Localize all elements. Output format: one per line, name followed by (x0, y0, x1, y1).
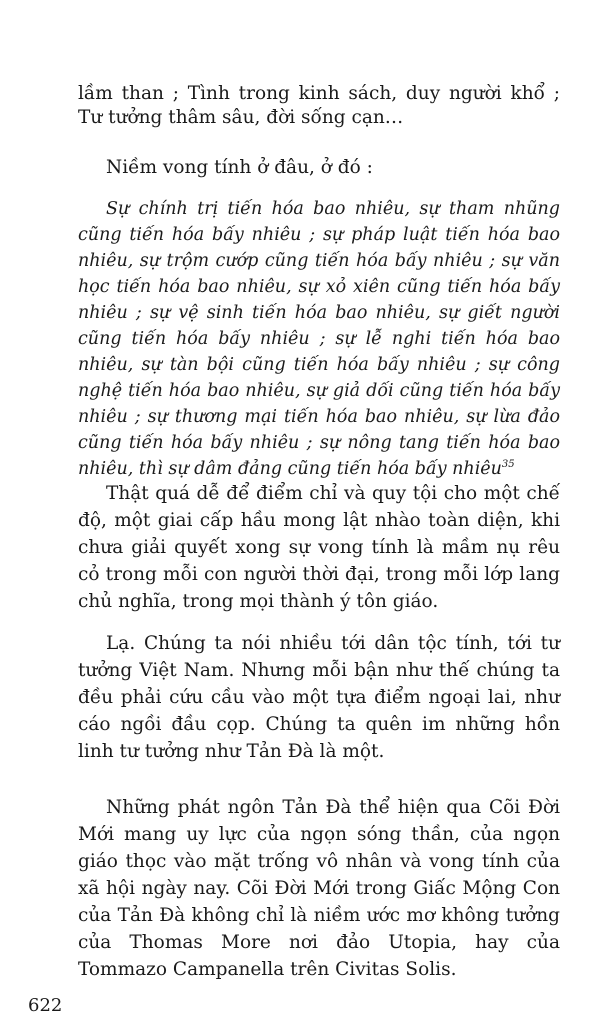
quote-block (78, 196, 560, 482)
footnote-marker: 35 (501, 459, 515, 471)
paragraph-body-2: Lạ. Chúng ta nói nhiều tới dân tộc tính, tới tư tưởng Việt Nam. Nhưng mỗi bận như thế chúng ta đều phải cứu cầu vào một tựa điểm ngoại lai, như cáo ngồi đầu cọp. Chúng ta quên im những hồn linh tư tưởng như Tản Đà là một. (78, 633, 560, 762)
page-number: 622 (28, 995, 63, 1016)
paragraph-intro-quote: Niềm vong tính ở đâu, ở đó : (106, 157, 373, 178)
quote-text: Sự chính trị tiến hóa bao nhiêu, sự tham nhũng cũng tiến hóa bấy nhiêu ; sự pháp luật tiến hóa bao nhiêu, sự trộm cướp cũng tiến hóa bấy nhiêu ; sự văn học tiến hóa bao nhiêu, sự xỏ xiên cũng tiến hóa bấy nhiêu ; sự vệ sinh tiến hóa bao nhiêu, sự giết người cũng tiến hóa bấy nhiêu ; sự lễ nghi tiến hóa bao nhiêu, sự tàn bội cũng tiến hóa bấy nhiêu ; sự công nghệ tiến hóa bao nhiêu, sự giả dối cũng tiến hóa bấy nhiêu ; sự thương mại tiến hóa bao nhiêu, sự lừa đảo cũng tiến hóa bấy nhiêu ; sự nông tang tiến hóa bao nhiêu, thì sự dâm đảng cũng tiến hóa bấy nhiêu (78, 199, 560, 479)
paragraph-continuation: lầm than ; Tình trong kinh sách, duy người khổ ; Tư tưởng thâm sâu, đời sống cạn… (78, 83, 560, 128)
paragraph-body-1: Thật quá dễ để điểm chỉ và quy tội cho một chế độ, một giai cấp hầu mong lật nhào toàn diện, khi chưa giải quyết xong sự vong tính là mầm nụ rêu cỏ trong mỗi con người thời đại, trong mỗi lớp lang chủ nghĩa, trong mọi thành ý tôn giáo. (78, 483, 560, 612)
paragraph-body-3: Những phát ngôn Tản Đà thể hiện qua Cõi Đời Mới mang uy lực của ngọn sóng thần, của ngọn giáo thọc vào mặt trống vô nhân và vong tính của xã hội ngày nay. Cõi Đời Mới trong Giấc Mộng Con của Tản Đà không chỉ là niềm ước mơ không tưởng của Thomas More nơi đảo Utopia, hay của Tommazo Campanella trên Civitas Solis. (78, 797, 560, 980)
